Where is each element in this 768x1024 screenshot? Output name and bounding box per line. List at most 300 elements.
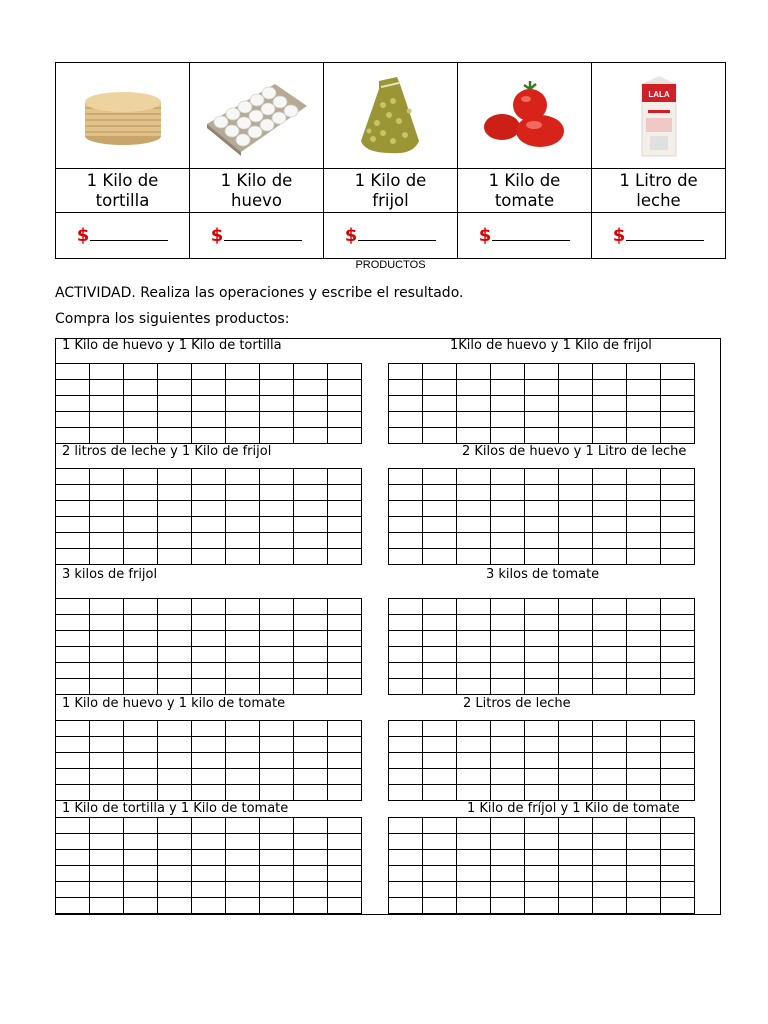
grid-cell[interactable] [90, 753, 124, 769]
grid-cell[interactable] [56, 485, 90, 501]
grid-cell[interactable] [525, 364, 559, 380]
grid-cell[interactable] [457, 501, 491, 517]
price-field-tomate[interactable]: $ [458, 213, 592, 259]
grid-cell[interactable] [423, 428, 457, 444]
grid-cell[interactable] [90, 428, 124, 444]
grid-cell[interactable] [260, 501, 294, 517]
grid-cell[interactable] [661, 834, 695, 850]
grid-cell[interactable] [158, 834, 192, 850]
grid-cell[interactable] [593, 866, 627, 882]
grid-cell[interactable] [328, 533, 362, 549]
grid-cell[interactable] [56, 428, 90, 444]
grid-cell[interactable] [389, 721, 423, 737]
grid-cell[interactable] [90, 549, 124, 565]
grid-cell[interactable] [593, 412, 627, 428]
grid-cell[interactable] [90, 882, 124, 898]
grid-cell[interactable] [491, 769, 525, 785]
grid-cell[interactable] [661, 615, 695, 631]
grid-cell[interactable] [226, 737, 260, 753]
grid-cell[interactable] [158, 549, 192, 565]
grid-cell[interactable] [423, 615, 457, 631]
grid-cell[interactable] [260, 866, 294, 882]
grid-cell[interactable] [192, 721, 226, 737]
grid-cell[interactable] [158, 647, 192, 663]
grid-cell[interactable] [491, 834, 525, 850]
grid-cell[interactable] [491, 866, 525, 882]
grid-cell[interactable] [457, 679, 491, 695]
grid-cell[interactable] [491, 898, 525, 914]
grid-cell[interactable] [593, 753, 627, 769]
grid-cell[interactable] [457, 517, 491, 533]
grid-cell[interactable] [389, 501, 423, 517]
grid-cell[interactable] [627, 501, 661, 517]
grid-cell[interactable] [226, 469, 260, 485]
grid-cell[interactable] [56, 615, 90, 631]
grid-cell[interactable] [226, 647, 260, 663]
grid-cell[interactable] [226, 380, 260, 396]
grid-cell[interactable] [192, 663, 226, 679]
grid-cell[interactable] [457, 428, 491, 444]
grid-cell[interactable] [423, 647, 457, 663]
calculation-grid[interactable] [55, 817, 362, 914]
grid-cell[interactable] [90, 737, 124, 753]
grid-cell[interactable] [158, 517, 192, 533]
grid-cell[interactable] [593, 396, 627, 412]
grid-cell[interactable] [661, 663, 695, 679]
grid-cell[interactable] [226, 631, 260, 647]
grid-cell[interactable] [260, 882, 294, 898]
grid-cell[interactable] [192, 647, 226, 663]
grid-cell[interactable] [389, 396, 423, 412]
grid-cell[interactable] [192, 380, 226, 396]
grid-cell[interactable] [260, 647, 294, 663]
grid-cell[interactable] [192, 850, 226, 866]
grid-cell[interactable] [491, 753, 525, 769]
grid-cell[interactable] [491, 631, 525, 647]
grid-cell[interactable] [192, 533, 226, 549]
grid-cell[interactable] [389, 599, 423, 615]
calculation-grid[interactable] [388, 468, 695, 565]
grid-cell[interactable] [423, 679, 457, 695]
grid-cell[interactable] [593, 647, 627, 663]
grid-cell[interactable] [627, 380, 661, 396]
grid-cell[interactable] [294, 485, 328, 501]
grid-cell[interactable] [457, 469, 491, 485]
grid-cell[interactable] [56, 631, 90, 647]
grid-cell[interactable] [491, 599, 525, 615]
grid-cell[interactable] [423, 753, 457, 769]
grid-cell[interactable] [389, 428, 423, 444]
grid-cell[interactable] [90, 818, 124, 834]
grid-cell[interactable] [192, 898, 226, 914]
grid-cell[interactable] [423, 850, 457, 866]
grid-cell[interactable] [294, 898, 328, 914]
grid-cell[interactable] [294, 850, 328, 866]
grid-cell[interactable] [56, 533, 90, 549]
grid-cell[interactable] [627, 663, 661, 679]
grid-cell[interactable] [158, 485, 192, 501]
grid-cell[interactable] [491, 485, 525, 501]
grid-cell[interactable] [260, 469, 294, 485]
grid-cell[interactable] [328, 631, 362, 647]
grid-cell[interactable] [389, 834, 423, 850]
grid-cell[interactable] [192, 769, 226, 785]
grid-cell[interactable] [124, 679, 158, 695]
grid-cell[interactable] [525, 517, 559, 533]
grid-cell[interactable] [124, 599, 158, 615]
grid-cell[interactable] [260, 380, 294, 396]
grid-cell[interactable] [328, 517, 362, 533]
grid-cell[interactable] [491, 647, 525, 663]
grid-cell[interactable] [124, 380, 158, 396]
grid-cell[interactable] [124, 517, 158, 533]
grid-cell[interactable] [389, 753, 423, 769]
grid-cell[interactable] [192, 469, 226, 485]
grid-cell[interactable] [389, 380, 423, 396]
grid-cell[interactable] [491, 663, 525, 679]
grid-cell[interactable] [294, 549, 328, 565]
grid-cell[interactable] [525, 834, 559, 850]
grid-cell[interactable] [627, 737, 661, 753]
grid-cell[interactable] [328, 769, 362, 785]
grid-cell[interactable] [328, 834, 362, 850]
grid-cell[interactable] [627, 599, 661, 615]
grid-cell[interactable] [226, 679, 260, 695]
grid-cell[interactable] [627, 753, 661, 769]
grid-cell[interactable] [593, 850, 627, 866]
grid-cell[interactable] [260, 769, 294, 785]
grid-cell[interactable] [260, 818, 294, 834]
grid-cell[interactable] [457, 753, 491, 769]
grid-cell[interactable] [423, 517, 457, 533]
grid-cell[interactable] [525, 737, 559, 753]
grid-cell[interactable] [457, 769, 491, 785]
grid-cell[interactable] [559, 721, 593, 737]
grid-cell[interactable] [260, 721, 294, 737]
grid-cell[interactable] [559, 469, 593, 485]
grid-cell[interactable] [294, 647, 328, 663]
grid-cell[interactable] [294, 737, 328, 753]
grid-cell[interactable] [627, 818, 661, 834]
grid-cell[interactable] [627, 549, 661, 565]
grid-cell[interactable] [423, 485, 457, 501]
grid-cell[interactable] [491, 533, 525, 549]
grid-cell[interactable] [593, 533, 627, 549]
grid-cell[interactable] [525, 818, 559, 834]
grid-cell[interactable] [158, 721, 192, 737]
grid-cell[interactable] [294, 364, 328, 380]
grid-cell[interactable] [90, 866, 124, 882]
grid-cell[interactable] [328, 599, 362, 615]
grid-cell[interactable] [158, 882, 192, 898]
grid-cell[interactable] [158, 663, 192, 679]
grid-cell[interactable] [124, 647, 158, 663]
grid-cell[interactable] [294, 866, 328, 882]
grid-cell[interactable] [56, 501, 90, 517]
grid-cell[interactable] [328, 364, 362, 380]
grid-cell[interactable] [158, 631, 192, 647]
grid-cell[interactable] [158, 599, 192, 615]
grid-cell[interactable] [457, 898, 491, 914]
grid-cell[interactable] [226, 599, 260, 615]
grid-cell[interactable] [525, 412, 559, 428]
grid-cell[interactable] [294, 769, 328, 785]
grid-cell[interactable] [559, 866, 593, 882]
grid-cell[interactable] [457, 834, 491, 850]
grid-cell[interactable] [389, 615, 423, 631]
grid-cell[interactable] [627, 721, 661, 737]
grid-cell[interactable] [158, 866, 192, 882]
grid-cell[interactable] [124, 549, 158, 565]
grid-cell[interactable] [158, 428, 192, 444]
grid-cell[interactable] [158, 898, 192, 914]
grid-cell[interactable] [56, 599, 90, 615]
grid-cell[interactable] [525, 396, 559, 412]
grid-cell[interactable] [328, 898, 362, 914]
grid-cell[interactable] [457, 380, 491, 396]
grid-cell[interactable] [491, 785, 525, 801]
price-field-huevo[interactable]: $ [190, 213, 324, 259]
grid-cell[interactable] [90, 898, 124, 914]
grid-cell[interactable] [158, 737, 192, 753]
grid-cell[interactable] [328, 753, 362, 769]
grid-cell[interactable] [389, 412, 423, 428]
grid-cell[interactable] [661, 533, 695, 549]
grid-cell[interactable] [491, 501, 525, 517]
grid-cell[interactable] [559, 679, 593, 695]
grid-cell[interactable] [627, 364, 661, 380]
grid-cell[interactable] [593, 679, 627, 695]
grid-cell[interactable] [260, 396, 294, 412]
grid-cell[interactable] [294, 517, 328, 533]
grid-cell[interactable] [525, 485, 559, 501]
grid-cell[interactable] [192, 549, 226, 565]
grid-cell[interactable] [627, 428, 661, 444]
grid-cell[interactable] [389, 631, 423, 647]
grid-cell[interactable] [593, 364, 627, 380]
grid-cell[interactable] [525, 501, 559, 517]
grid-cell[interactable] [491, 428, 525, 444]
grid-cell[interactable] [158, 850, 192, 866]
grid-cell[interactable] [389, 364, 423, 380]
grid-cell[interactable] [559, 785, 593, 801]
grid-cell[interactable] [226, 364, 260, 380]
grid-cell[interactable] [158, 818, 192, 834]
grid-cell[interactable] [226, 898, 260, 914]
grid-cell[interactable] [627, 533, 661, 549]
grid-cell[interactable] [294, 834, 328, 850]
grid-cell[interactable] [423, 663, 457, 679]
grid-cell[interactable] [192, 428, 226, 444]
grid-cell[interactable] [525, 850, 559, 866]
grid-cell[interactable] [328, 737, 362, 753]
grid-cell[interactable] [56, 469, 90, 485]
grid-cell[interactable] [56, 882, 90, 898]
grid-cell[interactable] [226, 533, 260, 549]
grid-cell[interactable] [260, 898, 294, 914]
grid-cell[interactable] [260, 663, 294, 679]
grid-cell[interactable] [90, 396, 124, 412]
grid-cell[interactable] [158, 364, 192, 380]
calculation-grid[interactable] [388, 363, 695, 444]
grid-cell[interactable] [593, 517, 627, 533]
grid-cell[interactable] [559, 818, 593, 834]
grid-cell[interactable] [593, 549, 627, 565]
grid-cell[interactable] [491, 850, 525, 866]
grid-cell[interactable] [491, 412, 525, 428]
grid-cell[interactable] [192, 485, 226, 501]
grid-cell[interactable] [90, 663, 124, 679]
grid-cell[interactable] [457, 615, 491, 631]
grid-cell[interactable] [457, 549, 491, 565]
grid-cell[interactable] [192, 866, 226, 882]
grid-cell[interactable] [627, 615, 661, 631]
grid-cell[interactable] [627, 769, 661, 785]
grid-cell[interactable] [423, 769, 457, 785]
grid-cell[interactable] [457, 364, 491, 380]
grid-cell[interactable] [260, 533, 294, 549]
grid-cell[interactable] [226, 866, 260, 882]
grid-cell[interactable] [661, 396, 695, 412]
grid-cell[interactable] [294, 663, 328, 679]
grid-cell[interactable] [124, 412, 158, 428]
grid-cell[interactable] [158, 412, 192, 428]
grid-cell[interactable] [124, 882, 158, 898]
grid-cell[interactable] [457, 882, 491, 898]
price-field-tortilla[interactable]: $ [56, 213, 190, 259]
grid-cell[interactable] [226, 769, 260, 785]
grid-cell[interactable] [124, 769, 158, 785]
grid-cell[interactable] [90, 364, 124, 380]
grid-cell[interactable] [389, 898, 423, 914]
grid-cell[interactable] [525, 663, 559, 679]
grid-cell[interactable] [457, 721, 491, 737]
grid-cell[interactable] [56, 818, 90, 834]
grid-cell[interactable] [423, 785, 457, 801]
grid-cell[interactable] [90, 412, 124, 428]
grid-cell[interactable] [56, 647, 90, 663]
grid-cell[interactable] [124, 866, 158, 882]
grid-cell[interactable] [661, 599, 695, 615]
grid-cell[interactable] [294, 396, 328, 412]
grid-cell[interactable] [593, 785, 627, 801]
grid-cell[interactable] [260, 679, 294, 695]
grid-cell[interactable] [192, 818, 226, 834]
grid-cell[interactable] [124, 533, 158, 549]
grid-cell[interactable] [593, 428, 627, 444]
grid-cell[interactable] [627, 517, 661, 533]
grid-cell[interactable] [559, 850, 593, 866]
grid-cell[interactable] [192, 396, 226, 412]
grid-cell[interactable] [559, 898, 593, 914]
grid-cell[interactable] [56, 834, 90, 850]
grid-cell[interactable] [158, 769, 192, 785]
grid-cell[interactable] [226, 721, 260, 737]
grid-cell[interactable] [593, 834, 627, 850]
grid-cell[interactable] [559, 882, 593, 898]
grid-cell[interactable] [423, 469, 457, 485]
grid-cell[interactable] [525, 898, 559, 914]
grid-cell[interactable] [525, 721, 559, 737]
grid-cell[interactable] [593, 469, 627, 485]
grid-cell[interactable] [627, 834, 661, 850]
grid-cell[interactable] [525, 631, 559, 647]
grid-cell[interactable] [559, 834, 593, 850]
grid-cell[interactable] [328, 818, 362, 834]
price-field-frijol[interactable]: $ [324, 213, 458, 259]
grid-cell[interactable] [661, 428, 695, 444]
grid-cell[interactable] [593, 882, 627, 898]
grid-cell[interactable] [525, 882, 559, 898]
grid-cell[interactable] [491, 882, 525, 898]
grid-cell[interactable] [192, 517, 226, 533]
grid-cell[interactable] [226, 485, 260, 501]
grid-cell[interactable] [328, 647, 362, 663]
grid-cell[interactable] [389, 485, 423, 501]
grid-cell[interactable] [328, 679, 362, 695]
grid-cell[interactable] [457, 818, 491, 834]
grid-cell[interactable] [491, 517, 525, 533]
grid-cell[interactable] [328, 485, 362, 501]
grid-cell[interactable] [294, 380, 328, 396]
grid-cell[interactable] [661, 882, 695, 898]
grid-cell[interactable] [627, 866, 661, 882]
grid-cell[interactable] [661, 364, 695, 380]
grid-cell[interactable] [124, 615, 158, 631]
grid-cell[interactable] [260, 850, 294, 866]
grid-cell[interactable] [661, 549, 695, 565]
grid-cell[interactable] [457, 485, 491, 501]
calculation-grid[interactable] [55, 720, 362, 801]
grid-cell[interactable] [423, 898, 457, 914]
grid-cell[interactable] [491, 721, 525, 737]
grid-cell[interactable] [627, 679, 661, 695]
grid-cell[interactable] [328, 721, 362, 737]
grid-cell[interactable] [328, 663, 362, 679]
grid-cell[interactable] [226, 818, 260, 834]
grid-cell[interactable] [559, 533, 593, 549]
grid-cell[interactable] [423, 533, 457, 549]
grid-cell[interactable] [525, 469, 559, 485]
grid-cell[interactable] [56, 898, 90, 914]
grid-cell[interactable] [90, 631, 124, 647]
grid-cell[interactable] [661, 737, 695, 753]
grid-cell[interactable] [226, 517, 260, 533]
grid-cell[interactable] [593, 663, 627, 679]
grid-cell[interactable] [661, 517, 695, 533]
grid-cell[interactable] [56, 364, 90, 380]
grid-cell[interactable] [457, 396, 491, 412]
grid-cell[interactable] [294, 631, 328, 647]
calculation-grid[interactable] [388, 817, 695, 914]
grid-cell[interactable] [525, 533, 559, 549]
grid-cell[interactable] [661, 850, 695, 866]
grid-cell[interactable] [124, 721, 158, 737]
grid-cell[interactable] [559, 517, 593, 533]
grid-cell[interactable] [56, 737, 90, 753]
grid-cell[interactable] [90, 469, 124, 485]
grid-cell[interactable] [56, 396, 90, 412]
grid-cell[interactable] [260, 549, 294, 565]
grid-cell[interactable] [389, 785, 423, 801]
grid-cell[interactable] [491, 549, 525, 565]
calculation-grid[interactable] [55, 468, 362, 565]
grid-cell[interactable] [328, 428, 362, 444]
grid-cell[interactable] [90, 599, 124, 615]
grid-cell[interactable] [593, 485, 627, 501]
grid-cell[interactable] [124, 850, 158, 866]
grid-cell[interactable] [158, 615, 192, 631]
